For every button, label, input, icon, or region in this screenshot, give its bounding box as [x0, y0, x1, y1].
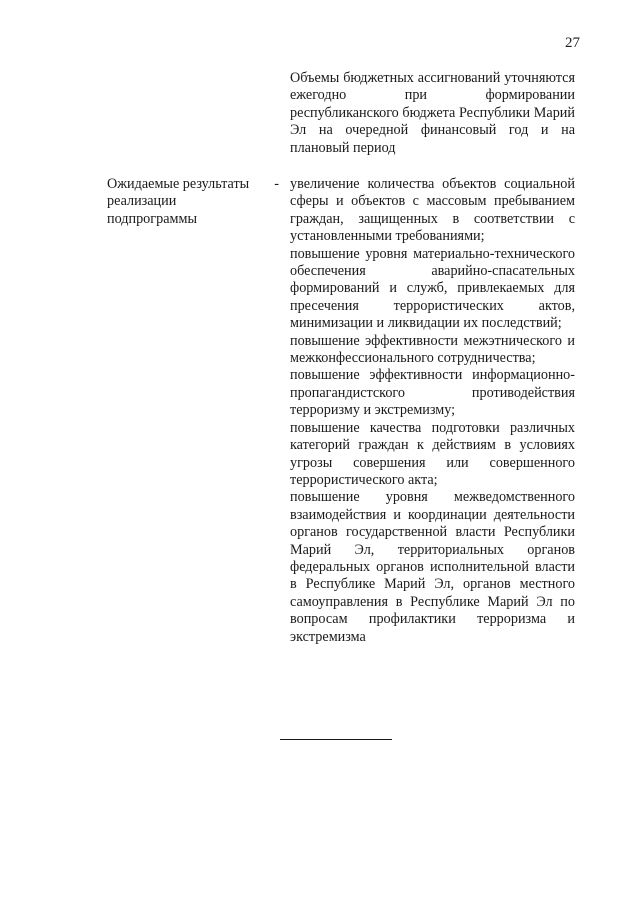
funding-note-text: Объемы бюджетных ассигнований уточняются ежегодно при формировании республиканского бюджета Республики Марий Эл на очередной финансовый год и на плановый период: [290, 70, 575, 156]
expected-results-list: [290, 176, 575, 646]
result-item: увеличение количества объектов социальной сферы и объектов с массовым пребыванием граждан, защищенных в соответствии с установленными требованиями;: [290, 176, 575, 245]
expected-results-label: [107, 176, 279, 228]
label-line-1: Ожидаемые результаты: [107, 176, 250, 192]
label-row: [107, 176, 279, 193]
page-number: 27: [565, 35, 580, 51]
result-item: повышение качества подготовки различных категорий граждан к действиям в условиях угрозы совершения или совершенного террористического акта;: [290, 419, 575, 488]
funding-note: [290, 70, 575, 157]
label-dash: -: [274, 176, 279, 192]
label-line-2: реализации: [107, 193, 177, 210]
result-item: повышение уровня межведомственного взаимодействия и координации деятельности органов государственной власти Республики Марий Эл, территориальных органов федеральных органов исполнительной власти в Республике Марий Эл, органов местного самоуправления в Республике Марий Эл по вопросам профилактики терроризма и экстремизма: [290, 489, 575, 645]
result-item: повышение эффективности межэтнического и межконфессионального сотрудничества;: [290, 332, 575, 367]
label-line-3: подпрограммы: [107, 210, 197, 227]
end-of-section-rule: [280, 739, 392, 740]
result-item: повышение уровня материально-технического обеспечения аварийно-спасательных формирований и служб, привлекаемых для пресечения террористических актов, минимизации и ликвидации их последствий;: [290, 245, 575, 332]
result-item: повышение эффективности информационно-пропагандистского противодействия терроризму и экстремизму;: [290, 367, 575, 419]
